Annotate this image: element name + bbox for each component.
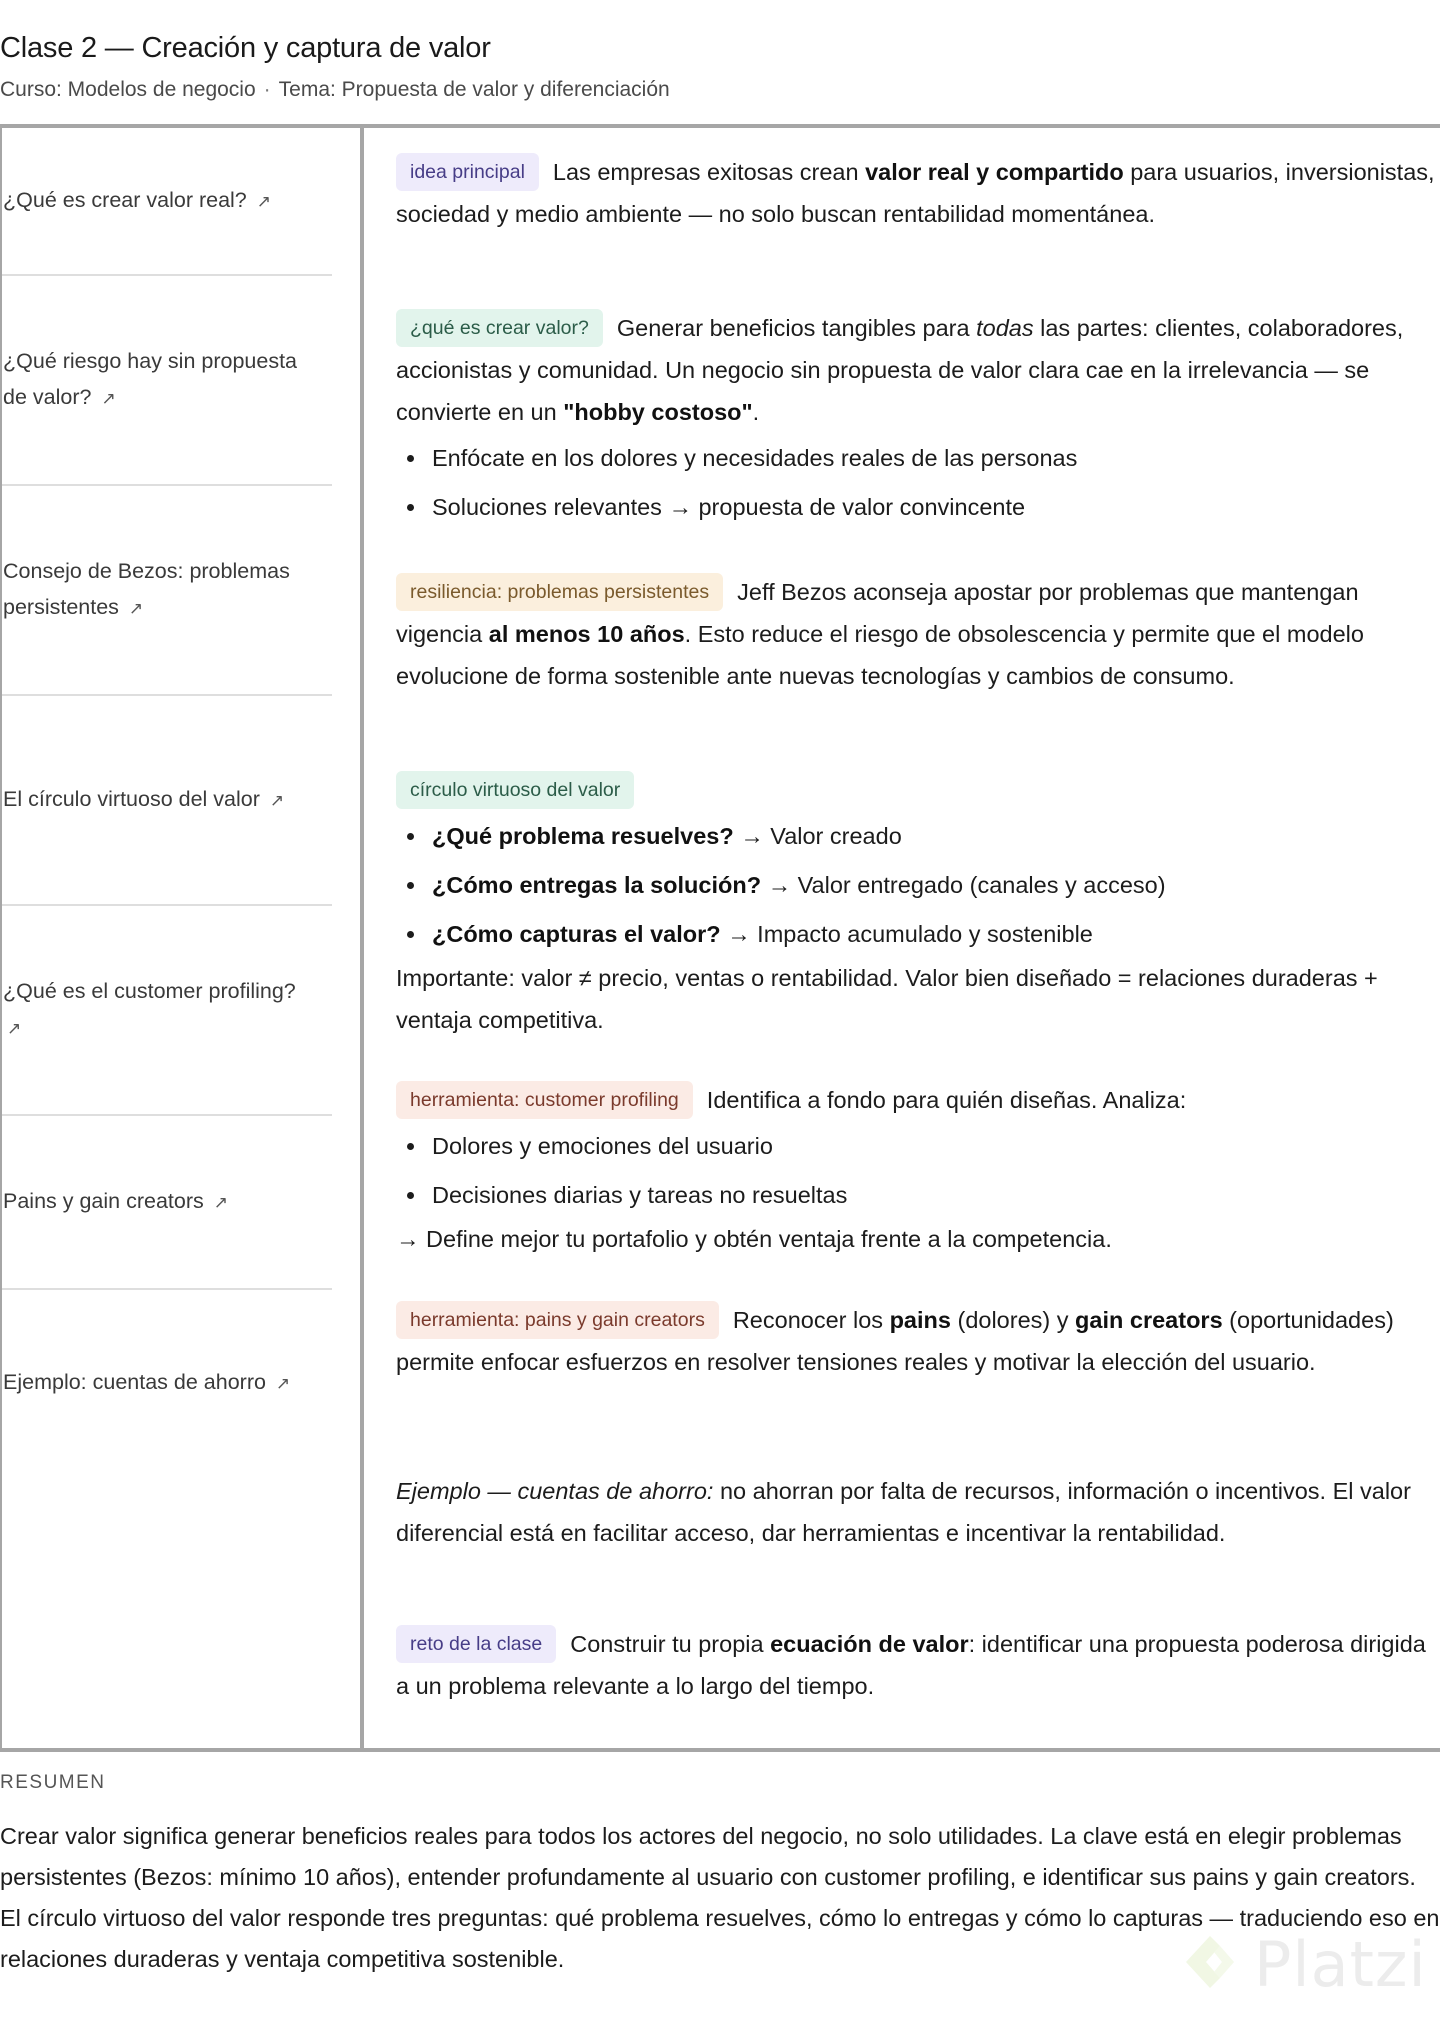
cue-label: ¿Qué es crear valor real? — [3, 188, 247, 212]
column-divider — [360, 128, 364, 1748]
note-ejemplo-ahorro: Ejemplo — cuentas de ahorro: no ahorran por falta de recursos, información o incentivos. El valor diferencial está en facilitar acceso, dar herramientas e incentivar la rentabilidad. — [396, 1478, 1411, 1546]
tag-reto-clase: reto de la clase — [396, 1625, 556, 1663]
external-link-arrow-icon: ↗ — [7, 1019, 22, 1038]
list-item: Decisiones diarias y tareas no resueltas — [396, 1174, 1440, 1216]
note-resiliencia: resiliencia: problemas persistentes Jeff Bezos aconseja apostar por problemas que mantengan vigencia al menos 10 años. Esto reduce el riesgo de obsolescencia y permite que el modelo evolucione de forma sostenible ante nuevas tecnologías y cambios de consumo. — [396, 571, 1440, 697]
external-link-arrow-icon: ↗ — [213, 1193, 228, 1212]
cue-item-customer-profiling[interactable] — [2, 906, 332, 1116]
note-customer-profiling: herramienta: customer profiling Identifica a fondo para quién diseñas. Analiza: Dolores y emociones del usuario Decisiones diarias y tareas no resueltas → Define mejor tu portafolio y obtén ventaja frente a la competencia. — [396, 1079, 1440, 1260]
notes-column — [396, 128, 1440, 1748]
note-idea-principal: idea principal Las empresas exitosas crean valor real y compartido para usuarios, inversionistas, sociedad y medio ambiente — no solo buscan rentabilidad momentánea. — [396, 151, 1440, 235]
external-link-arrow-icon: ↗ — [269, 791, 285, 810]
crear-valor-bullets — [396, 437, 1440, 528]
external-link-arrow-icon: ↗ — [256, 192, 271, 211]
cue-label: ¿Qué es el customer profiling? — [3, 979, 296, 1003]
cue-item-consejo-bezos[interactable] — [2, 486, 332, 696]
list-item: ¿Qué problema resuelves? → Valor creado — [396, 815, 1440, 857]
external-link-arrow-icon: ↗ — [275, 1374, 291, 1393]
tag-que-es-crear-valor: ¿qué es crear valor? — [396, 309, 603, 347]
tag-circulo-virtuoso: círculo virtuoso del valor — [396, 771, 634, 809]
platzi-logo-icon — [1180, 1932, 1244, 1996]
cue-label: El círculo virtuoso del valor — [3, 787, 260, 811]
circulo-note: Importante: valor ≠ precio, ventas o rentabilidad. Valor bien diseñado = relaciones duraderas + ventaja competitiva. — [396, 965, 1378, 1033]
platzi-wordmark: Platzi — [1254, 1927, 1427, 2001]
circulo-bullets — [396, 815, 1440, 955]
external-link-arrow-icon: ↗ — [128, 599, 144, 618]
cue-label: Consejo de Bezos: problemas persistentes — [3, 559, 290, 619]
note-pains-gain-creators: herramienta: pains y gain creators Reconocer los pains (dolores) y gain creators (oportunidades) permite enfocar esfuerzos en resolver tensiones reales y motivar la elección del usuario. — [396, 1299, 1440, 1383]
cue-item-ejemplo-ahorro[interactable] — [2, 1290, 332, 1476]
page-subtitle — [0, 74, 1440, 106]
cue-item-crear-valor-real[interactable] — [2, 128, 332, 276]
topic-label: Tema: Propuesta de valor y diferenciación — [278, 78, 670, 101]
cue-label: Pains y gain creators — [3, 1189, 204, 1213]
note-reto-clase: reto de la clase Construir tu propia ecuación de valor: identificar una propuesta poderosa dirigida a un problema relevante a lo largo del tiempo. — [396, 1623, 1440, 1707]
tag-idea-principal: idea principal — [396, 153, 539, 191]
platzi-watermark — [1180, 1924, 1440, 2004]
cue-label: Ejemplo: cuentas de ahorro — [3, 1370, 266, 1394]
note-crear-valor: ¿qué es crear valor? Generar beneficios tangibles para todas las partes: clientes, colaboradores, accionistas y comunidad. Un negocio sin propuesta de valor clara cae en la irrelevancia — se convierte en un "hobby costoso". Enfócate en los dolores y necesidades reales de las personas Soluciones relevantes → propuesta de valor convincente — [396, 307, 1440, 535]
cue-item-riesgo-sin-propuesta[interactable] — [2, 276, 332, 486]
tag-customer-profiling: herramienta: customer profiling — [396, 1081, 693, 1119]
summary-text: Crear valor significa generar beneficios reales para todos los actores del negocio, no solo utilidades. La clave está en elegir problemas persistentes (Bezos: mínimo 10 años), entender profundamente al usuario con customer profiling, e identificar sus pains y gain creators. El círculo virtuoso del valor responde tres preguntas: qué problema resuelves, cómo lo entregas y cómo lo capturas — traduciendo eso en relaciones duraderas y ventaja competitiva sostenible. — [0, 1823, 1440, 1972]
note-circulo-virtuoso — [396, 769, 1440, 1041]
summary-label: RESUMEN — [0, 1772, 106, 1793]
list-item: Soluciones relevantes → propuesta de valor convincente — [396, 486, 1440, 528]
cue-item-pains-gain-creators[interactable] — [2, 1116, 332, 1290]
cue-label: ¿Qué riesgo hay sin propuesta de valor? — [3, 349, 297, 409]
notes-table — [0, 124, 1440, 1752]
page-title: Clase 2 — Creación y captura de valor — [0, 32, 491, 64]
cue-item-circulo-virtuoso[interactable] — [2, 696, 332, 906]
tag-resiliencia: resiliencia: problemas persistentes — [396, 573, 723, 611]
page-header — [0, 28, 1440, 106]
list-item: ¿Cómo capturas el valor? → Impacto acumulado y sostenible — [396, 913, 1440, 955]
tag-pains-gain-creators: herramienta: pains y gain creators — [396, 1301, 719, 1339]
profiling-conclusion: → Define mejor tu portafolio y obtén ventaja frente a la competencia. — [396, 1226, 1112, 1252]
course-label: Curso: Modelos de negocio — [0, 78, 256, 101]
list-item: Enfócate en los dolores y necesidades reales de las personas — [396, 437, 1440, 479]
list-item: ¿Cómo entregas la solución? → Valor entregado (canales y acceso) — [396, 864, 1440, 906]
subtitle-separator: · — [263, 78, 271, 101]
external-link-arrow-icon: ↗ — [101, 389, 116, 408]
list-item: Dolores y emociones del usuario — [396, 1125, 1440, 1167]
profiling-bullets — [396, 1125, 1440, 1216]
cue-column — [2, 128, 360, 1748]
